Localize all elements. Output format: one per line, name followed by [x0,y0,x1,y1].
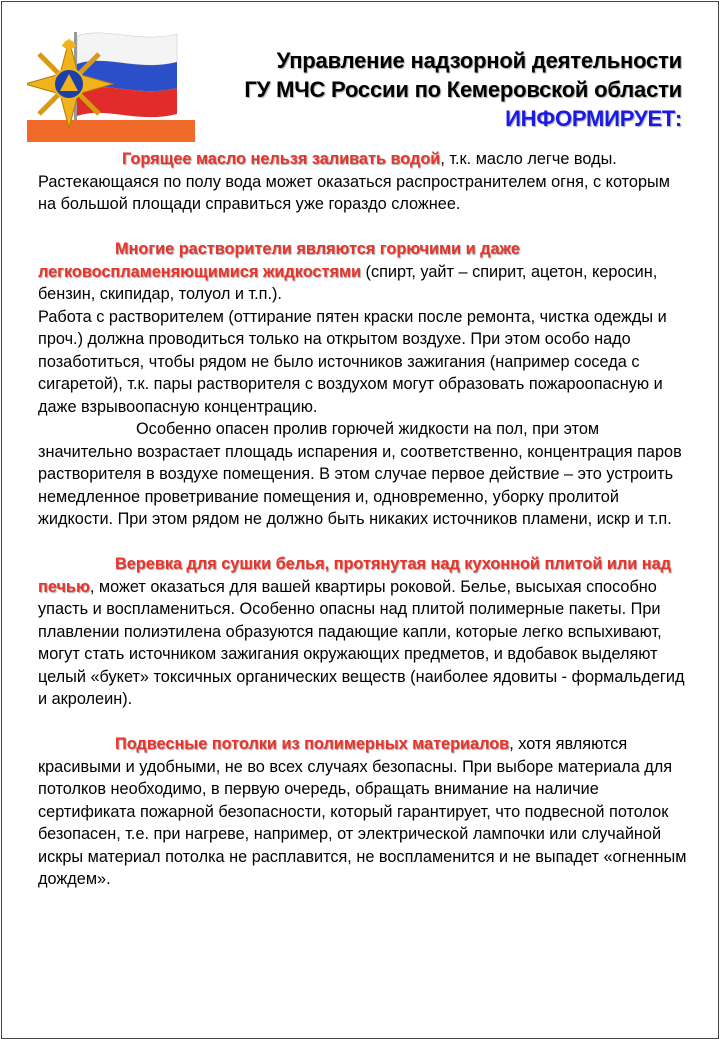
header-line-2: ГУ МЧС России по Кемеровской области [244,77,682,102]
article-body [38,148,690,891]
text-solvents-spill: Особенно опасен пролив горючей жидкости на пол, при этом значительно возрастает площадь испарения и, соответственно, концентрация паров растворителя в воздухе помещения. В этом случае первое действие – это устроить немедленное проветривание помещения и, одновременно, уборку пролитой жидкости. При этом рядом не должно быть никаких источников пламени, искр и т.п. [38,420,682,528]
paragraph-rope [38,553,690,711]
highlight-ceiling: Подвесные потолки из полимерных материалов [115,735,510,753]
header [244,46,682,133]
header-informs: ИНФОРМИРУЕТ: [505,106,682,131]
paragraph-ceiling [38,733,690,891]
text-solvents: (спирт, уайт – спирит, ацетон, керосин, бензин, скипидар, толуол и т.п.). [38,262,658,303]
paragraph-solvents-work: Работа с растворителем (оттирание пятен краски после ремонта, чистка одежды и проч.) должна проводиться только на открытом воздухе. При этом особо надо позаботиться, чтобы рядом не было источников зажигания (например соседа с сигаретой), т.к. пары растворителя с воздухом могут образовать пожароопасную и даже взрывоопасную концентрацию. [38,307,667,416]
text-rope: , может оказаться для вашей квартиры роковой. Белье, высыхая способно упасть и воспламениться. Особенно опасны над плитой полимерные пакеты. При плавлении полиэтилена образуются падающие капли, которые легко вспыхивают, могут стать источником зажигания окружающих предметов, и вдобавок выделяют целый «букет» токсичных органических веществ (наиболее ядовиты - формальдегид и акролеин). [38,577,685,708]
document-page [1,1,719,1039]
highlight-oil: Горящее масло нельзя заливать водой [122,150,441,168]
mchs-emblem-flag-logo [27,22,195,142]
text-oil: , т.к. масло легче воды. Растекающаяся по полу вода может оказаться распространителем огня, с которым на большой площади справиться уже гораздо сложнее. [38,150,670,213]
paragraph-solvents-spill [38,418,690,531]
highlight-rope: Веревка для сушки белья, протянутая над кухонной плитой или над печью [38,555,671,596]
text-ceiling: , хотя являются красивыми и удобными, не во всех случаях безопасны. При выборе материала для потолков необходимо, в первую очередь, обращать внимание на наличие сертификата пожарной безопасности, который гарантирует, что подвесной потолок безопасен, т.е. при нагреве, например, от электрической лампочки или случайной искры материал потолка не расплавится, не воспламенится и не выпадет «огненным дождем». [38,735,687,888]
highlight-solvents: Многие растворители являются горючими и даже легковоспламеняющимися жидкостями [38,240,520,281]
paragraph-solvents [38,238,690,306]
paragraph-oil [38,148,690,216]
header-line-1: Управление надзорной деятельности [276,48,682,73]
